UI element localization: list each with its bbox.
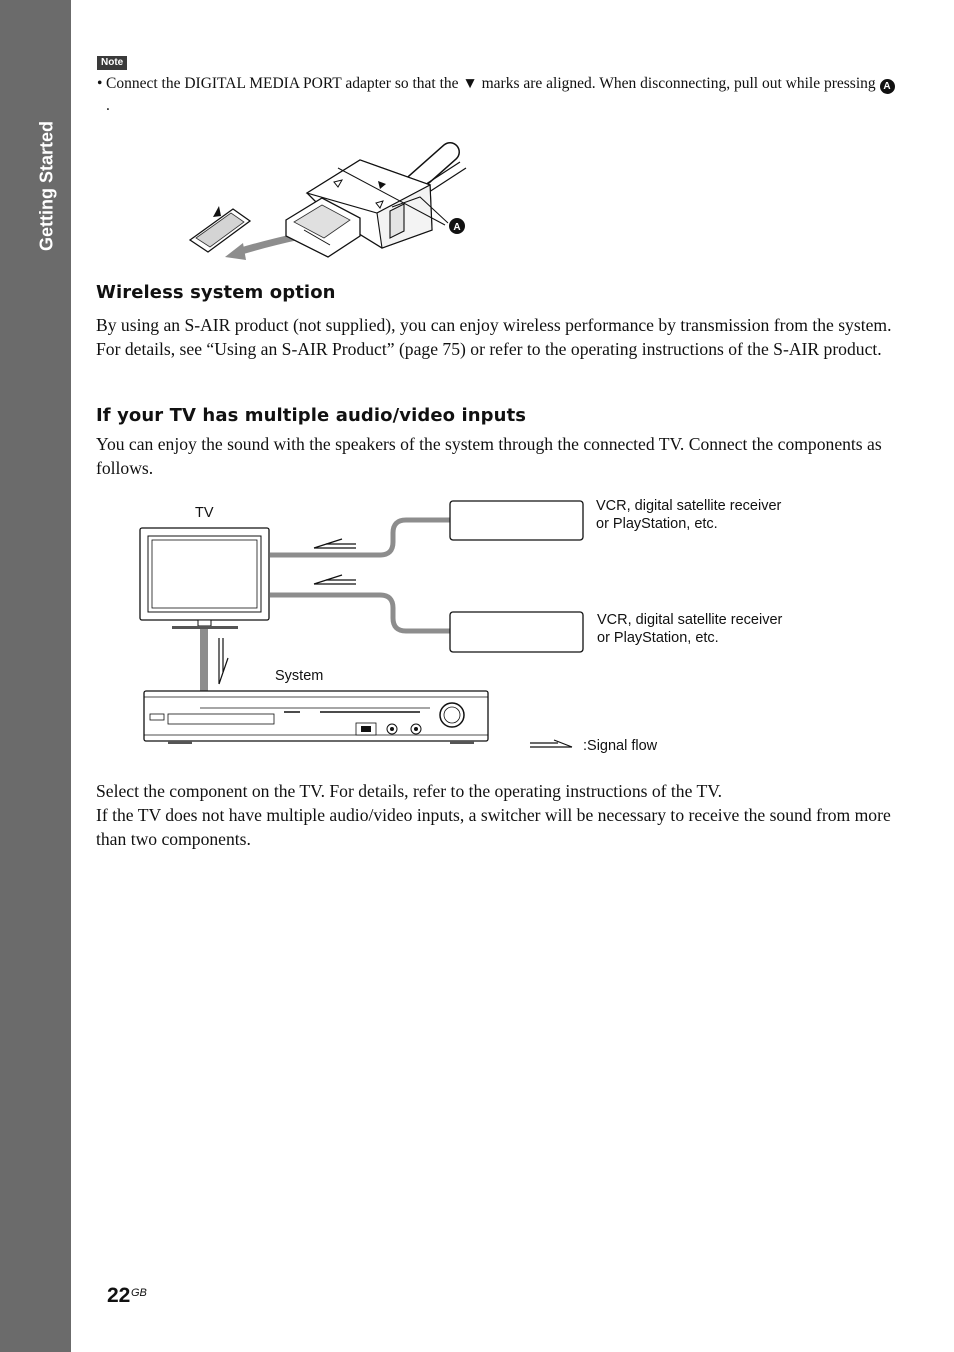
legend-label: :Signal flow: [583, 738, 658, 754]
note-text-before: Connect the DIGITAL MEDIA PORT adapter so that the ▼ marks are aligned. When disconnecting, pull out while pressing: [106, 75, 876, 92]
page-number-suffix: GB: [131, 1287, 147, 1299]
page-number: 22: [107, 1284, 131, 1307]
tv-label: TV: [195, 505, 214, 521]
device1-label-line2: or PlayStation, etc.: [596, 516, 718, 532]
multi-inputs-heading: If your TV has multiple audio/video inputs: [96, 405, 527, 426]
side-tab-label: Getting Started: [36, 120, 57, 252]
note-bullet: •: [97, 75, 103, 92]
wireless-heading: Wireless system option: [96, 282, 336, 303]
callout-a-label: A: [453, 222, 461, 233]
device2-label-line2: or PlayStation, etc.: [597, 630, 719, 646]
cable-tv-system: [200, 628, 208, 692]
device-box-upper: [450, 501, 583, 540]
device1-label: [596, 497, 781, 533]
system-label: System: [275, 668, 324, 684]
signal-arrow-down: [219, 638, 228, 684]
device2-label-line1: VCR, digital satellite receiver: [597, 612, 783, 628]
device-box-lower: [450, 612, 583, 652]
signal-arrow-upper: [314, 539, 356, 548]
closing-line2: If the TV does not have multiple audio/video inputs, a switcher will be necessary to receive the sound from more than two components.: [96, 805, 891, 849]
wireless-body: By using an S-AIR product (not supplied), you can enjoy wireless performance by transmission from the system. For details, see “Using an S-AIR Product” (page 75) or refer to the operating instructions of the S-AIR product.: [96, 315, 892, 359]
signal-arrow-lower: [314, 575, 356, 584]
cable-upper: [270, 520, 450, 555]
device2-label: [597, 611, 782, 647]
multi-inputs-body: You can enjoy the sound with the speakers of the system through the connected TV. Connect the components as follows.: [96, 434, 882, 478]
system-illustration: [144, 691, 488, 744]
closing-line1: Select the component on the TV. For details, refer to the operating instructions of the TV.: [96, 781, 723, 801]
note-text-after: .: [106, 97, 110, 114]
tv-illustration: [140, 528, 269, 629]
note-marker-a: A: [880, 79, 895, 94]
note-badge: Note: [97, 56, 127, 70]
legend-signal-arrow: [530, 740, 572, 747]
cable-lower: [270, 595, 450, 631]
device1-label-line1: VCR, digital satellite receiver: [596, 498, 782, 514]
